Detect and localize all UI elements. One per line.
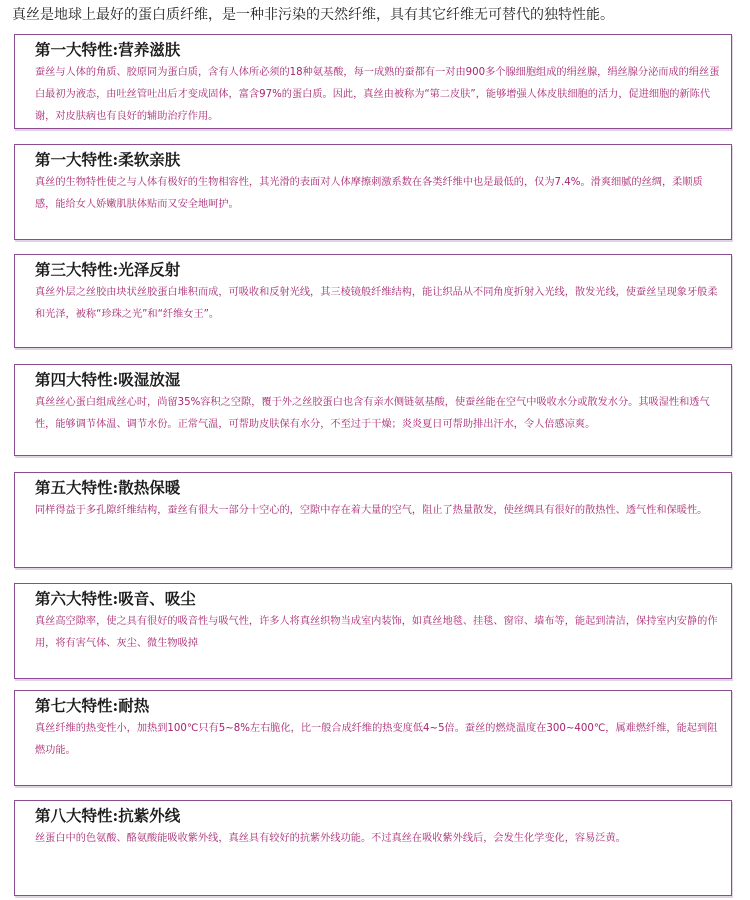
feature-card-2 (14, 144, 732, 240)
feature-description: 同样得益于多孔隙纤维结构，蚕丝有很大一部分十空心的，空隙中存在着大量的空气，阻止了热量散发，使丝绸具有很好的散热性、透气性和保暖性。 (35, 505, 708, 516)
feature-card-3 (14, 254, 732, 348)
feature-title: 第四大特性:吸湿放湿 (35, 370, 181, 389)
feature-card-8 (14, 800, 732, 896)
feature-description: 真丝的生物特性使之与人体有极好的生物相容性，其光滑的表面对人体摩擦刺激系数在各类纤维中也是最低的，仅为7.4%。滑爽细腻的丝绸，柔顺质感，能给女人娇嫩肌肤体贴而又安全地呵护。 (35, 177, 703, 210)
feature-title: 第八大特性:抗紫外线 (35, 806, 181, 825)
feature-card-7 (14, 690, 732, 786)
feature-title: 第五大特性:散热保暖 (35, 478, 181, 497)
feature-title: 第一大特性:柔软亲肤 (35, 150, 181, 169)
feature-title: 第一大特性:营养滋肤 (35, 40, 181, 59)
feature-card-4 (14, 364, 732, 456)
feature-title: 第六大特性:吸音、吸尘 (35, 589, 196, 608)
feature-description: 真丝丝心蛋白组成丝心时，尚留35%容积之空隙，覆于外之丝胶蛋白也含有亲水侧链氨基酸，使蚕丝能在空气中吸收水分或散发水分。其吸湿性和透气性，能够调节体温、调节水份。正常气温，可帮助皮肤保有水分，不至过于干燥；炎炎夏日可帮助排出汗水，令人倍感凉爽。 (35, 397, 710, 430)
feature-title: 第三大特性:光泽反射 (35, 260, 181, 279)
feature-description: 丝蛋白中的色氨酸、酪氨酸能吸收紫外线，真丝具有较好的抗紫外线功能。不过真丝在吸收紫外线后，会发生化学变化，容易泛黄。 (35, 833, 626, 844)
intro-text: 真丝是地球上最好的蛋白质纤维，是一种非污染的天然纤维，具有其它纤维无可替代的独特性能。 (12, 7, 614, 23)
feature-description: 真丝外层之丝胶由块状丝胶蛋白堆积而成，可吸收和反射光线，其三棱镜般纤维结构，能让织品从不同角度折射入光线，散发光线，使蚕丝呈现象牙般柔和光泽，被称“珍珠之光”和“纤维女王”。 (35, 287, 718, 320)
feature-card-5 (14, 472, 732, 568)
feature-description: 真丝纤维的热变性小，加热到100℃只有5~8%左右脆化，比一般合成纤维的热变度低4~5倍。蚕丝的燃烧温度在300~400℃，属难燃纤维，能起到阻燃功能。 (35, 723, 718, 756)
feature-title: 第七大特性:耐热 (35, 696, 150, 715)
feature-description: 蚕丝与人体的角质、胶原同为蛋白质，含有人体所必须的18种氨基酸，每一成熟的蚕都有一对由900多个腺细胞组成的绢丝腺，绢丝腺分泌而成的绢丝蛋白最初为液态，由吐丝管吐出后才变成固体，富含97%的蛋白质。因此，真丝由被称为“第二皮肤”，能够增强人体皮肤细胞的活力，促进细胞的新陈代谢，对皮肤病也有良好的辅助治疗作用。 (35, 67, 720, 122)
feature-description: 真丝高空隙率，使之具有很好的吸音性与吸气性，许多人将真丝织物当成室内装饰，如真丝地毯、挂毯、窗帘、墙布等，能起到清洁，保持室内安静的作用，将有害气体、灰尘、微生物吸掉 (35, 616, 718, 649)
feature-card-6 (14, 583, 732, 679)
feature-card-1 (14, 34, 732, 129)
